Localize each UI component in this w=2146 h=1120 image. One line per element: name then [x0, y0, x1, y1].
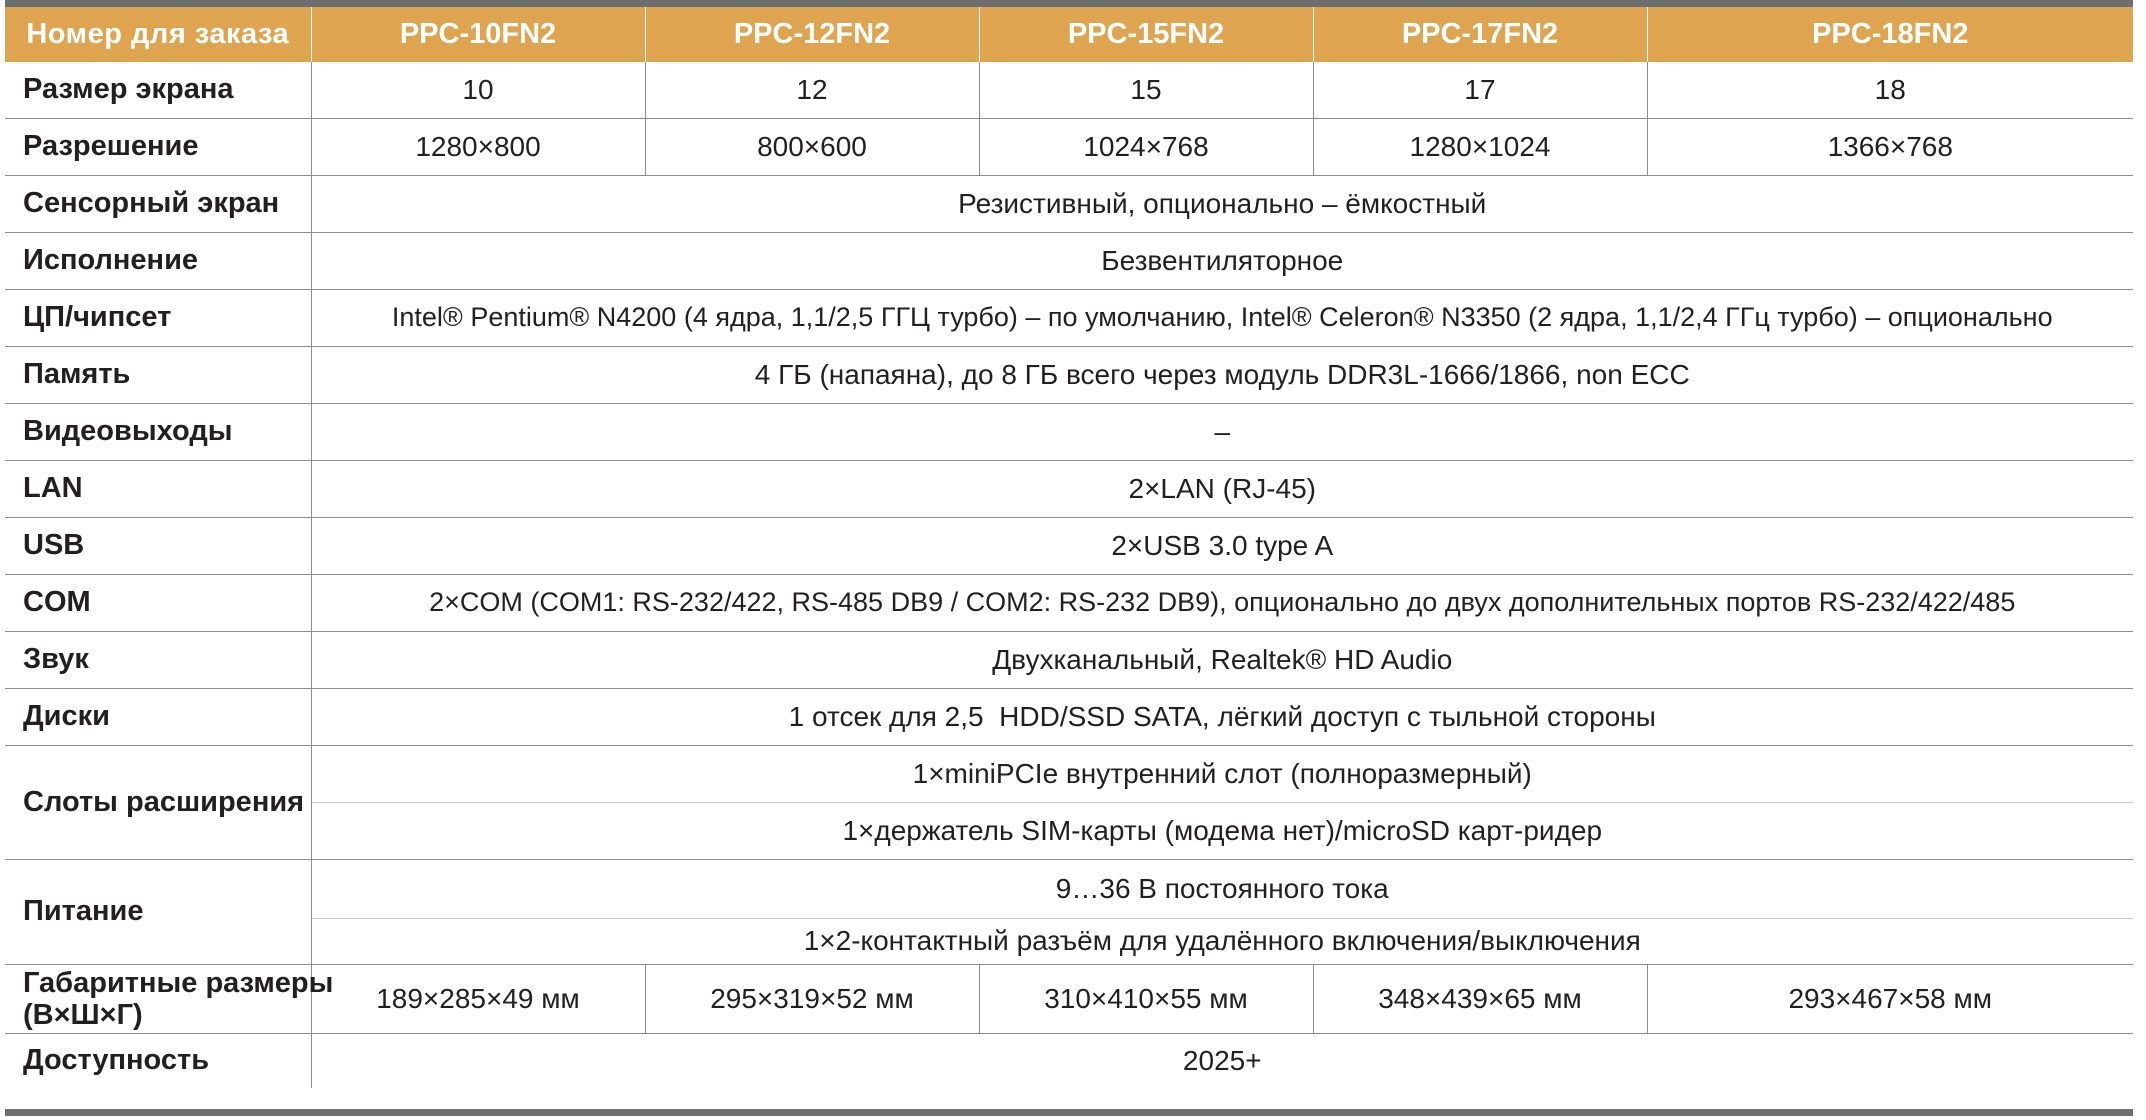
row-video: [5, 403, 2133, 460]
cell-value: 15: [979, 62, 1313, 118]
row-label: ЦП/чипсет: [5, 289, 311, 346]
row-label: Исполнение: [5, 232, 311, 289]
header-model: PPC-15FN2: [979, 7, 1313, 62]
cell-value: 800×600: [645, 118, 979, 175]
cell-value: 10: [311, 62, 645, 118]
row-com: [5, 574, 2133, 631]
cell-value: Intel® Pentium® N4200 (4 ядра, 1,1/2,5 ГГЦ турбо) – по умолчанию, Intel® Celeron® N3350 (2 ядра, 1,1/2,4 ГГц турбо) – опционально: [311, 289, 2133, 346]
cell-value: 17: [1313, 62, 1647, 118]
cell-value: 293×467×58 мм: [1647, 964, 2133, 1033]
cell-value: 1×2-контактный разъём для удалённого включения/выключения: [311, 918, 2133, 964]
row-label: Размер экрана: [23, 73, 234, 106]
cell-value: 2×USB 3.0 type A: [311, 517, 2133, 574]
row-label: Сенсорный экран: [5, 175, 311, 232]
header-model: PPC-10FN2: [311, 7, 645, 62]
row-label: Диски: [5, 688, 311, 745]
row-label: Питание: [5, 859, 311, 964]
cell-value: Безвентиляторное: [311, 232, 2133, 289]
cell-value: 1366×768: [1647, 118, 2133, 175]
row-usb: [5, 517, 2133, 574]
row-slots-2: [5, 802, 2133, 859]
cell-value: 348×439×65 мм: [1313, 964, 1647, 1033]
header-model: PPC-17FN2: [1313, 7, 1647, 62]
row-label: Разрешение: [5, 118, 311, 175]
cell-value: Двухканальный, Realtek® HD Audio: [311, 631, 2133, 688]
cell-value: 1280×1024: [1313, 118, 1647, 175]
spec-table: [5, 7, 2133, 1088]
row-power-2: [5, 918, 2133, 964]
cell-value: 12: [645, 62, 979, 118]
spec-table-frame: [5, 0, 2133, 1116]
cell-value: 2×COM (COM1: RS-232/422, RS-485 DB9 / COM2: RS-232 DB9), опционально до двух дополнительных портов RS-232/422/485: [311, 574, 2133, 631]
row-design: [5, 232, 2133, 289]
row-drives: [5, 688, 2133, 745]
row-label-line: (В×Ш×Г): [23, 998, 143, 1031]
row-label: Память: [5, 346, 311, 403]
row-dimensions: [5, 964, 2133, 1033]
cell-value: 1×miniPCIe внутренний слот (полноразмерный): [311, 745, 2133, 802]
row-label: USB: [5, 517, 311, 574]
cell-value: 1 отсек для 2,5 HDD/SSD SATA, лёгкий доступ с тыльной стороны: [311, 688, 2133, 745]
row-label: LAN: [5, 460, 311, 517]
cell-value: Резистивный, опционально – ёмкостный: [311, 175, 2133, 232]
row-label: Видеовыходы: [5, 403, 311, 460]
cell-value: 310×410×55 мм: [979, 964, 1313, 1033]
cell-value: 295×319×52 мм: [645, 964, 979, 1033]
cell-value: 1024×768: [979, 118, 1313, 175]
row-resolution: [5, 118, 2133, 175]
row-power: [5, 859, 2133, 918]
cell-value: 4 ГБ (напаяна), до 8 ГБ всего через модуль DDR3L-1666/1866, non ECC: [311, 346, 2133, 403]
row-availability: [5, 1033, 2133, 1088]
row-label: Звук: [5, 631, 311, 688]
row-slots: [5, 745, 2133, 802]
header-model: PPC-12FN2: [645, 7, 979, 62]
row-label: [5, 964, 334, 1033]
row-label: Слоты расширения: [5, 745, 311, 859]
row-label: Доступность: [5, 1033, 311, 1088]
cell-value: 9…36 В постоянного тока: [311, 859, 2133, 918]
cell-value: 2025+: [311, 1033, 2133, 1088]
cell-value: 2×LAN (RJ-45): [311, 460, 2133, 517]
header-model: PPC-18FN2: [1647, 7, 2133, 62]
row-memory: [5, 346, 2133, 403]
row-touch: [5, 175, 2133, 232]
row-lan: [5, 460, 2133, 517]
row-screen-size: [5, 62, 2133, 118]
row-label: COM: [5, 574, 311, 631]
header-row: [5, 7, 2133, 62]
row-cpu: [5, 289, 2133, 346]
cell-value: 189×285×49 мм: [311, 964, 645, 1033]
header-order-number: Номер для заказа: [5, 7, 311, 62]
cell-value: –: [311, 403, 2133, 460]
cell-value: 1×держатель SIM-карты (модема нет)/microSD карт-ридер: [311, 802, 2133, 859]
row-sound: [5, 631, 2133, 688]
cell-value: 18: [1647, 62, 2133, 118]
cell-value: 1280×800: [311, 118, 645, 175]
row-label-line: Габаритные размеры: [23, 966, 334, 999]
